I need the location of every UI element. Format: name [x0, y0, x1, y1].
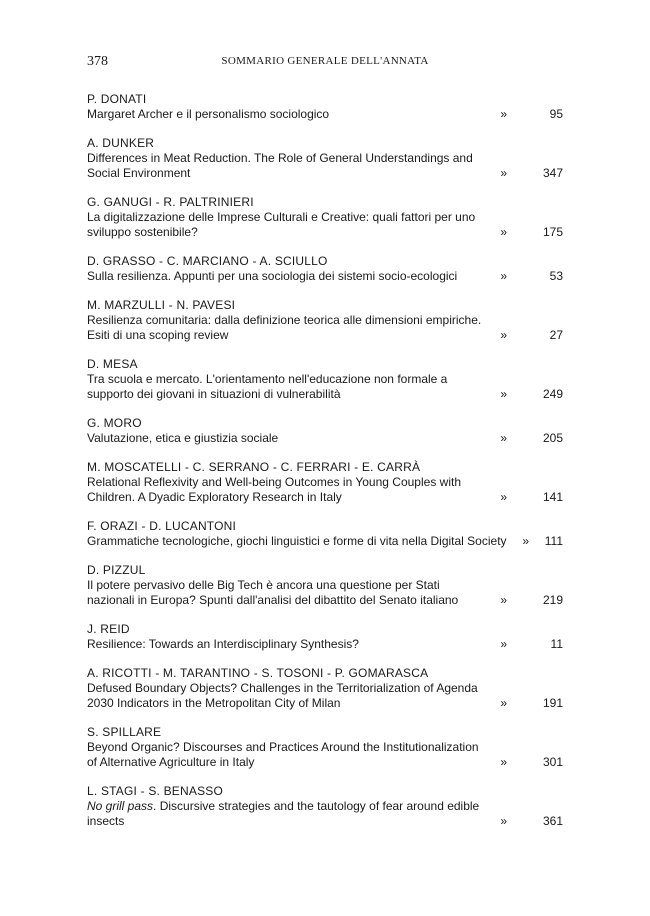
page-marker: » [500, 696, 507, 710]
toc-entry [87, 622, 563, 652]
entry-author: A. DUNKER [87, 136, 155, 150]
entry-title-row [87, 269, 563, 284]
toc-entry [87, 666, 563, 711]
toc-entry [87, 784, 563, 829]
toc-entry [87, 254, 563, 284]
toc-entry [87, 357, 563, 402]
toc-entry [87, 298, 563, 343]
entry-author: M. MARZULLI - N. PAVESI [87, 298, 236, 312]
entry-page-number: 175 [542, 225, 563, 239]
entry-page-number: 95 [549, 107, 563, 121]
entry-title: Differences in Meat Reduction. The Role of General Understandings and Social Environment [87, 151, 473, 180]
entry-title: Grammatiche tecnologiche, giochi linguistici e forme di vita nella Digital Society [87, 534, 507, 548]
entry-title-row [87, 372, 563, 402]
entry-title-row [87, 681, 563, 711]
entry-author: D. PIZZUL [87, 563, 146, 577]
toc-entry [87, 195, 563, 240]
entry-title-row [87, 151, 563, 181]
entry-page-number: 11 [550, 637, 563, 651]
entry-title-row [87, 475, 563, 505]
toc-entry [87, 460, 563, 505]
entry-author: D. MESA [87, 357, 138, 371]
entry-page-number: 141 [542, 490, 563, 504]
page-marker: » [500, 328, 507, 342]
entry-author: S. SPILLARE [87, 725, 162, 739]
entry-author: A. RICOTTI - M. TARANTINO - S. TOSONI - P. GOMARASCA [87, 666, 429, 680]
entry-title-row [87, 578, 563, 608]
entry-page-number: 191 [542, 696, 563, 710]
entry-author: P. DONATI [87, 92, 147, 106]
entry-title: Resilienza comunitaria: dalla definizione teorica alle dimensioni empiriche. Esiti di una scoping review [87, 313, 482, 342]
entry-title: Sulla resilienza. Appunti per una sociologia dei sistemi socio-ecologici [87, 269, 458, 283]
entry-title: Resilience: Towards an Interdisciplinary Synthesis? [87, 637, 359, 651]
entry-title: Beyond Organic? Discourses and Practices Around the Institutionalization of Alternative Agriculture in Italy [87, 740, 479, 769]
toc-entry [87, 725, 563, 770]
entry-author: G. GANUGI - R. PALTRINIERI [87, 195, 254, 209]
toc-entry [87, 136, 563, 181]
entry-page-number: 249 [542, 387, 563, 401]
page-marker: » [500, 593, 507, 607]
page-marker: » [500, 637, 507, 651]
entry-title: . Discursive strategies and the tautology of fear around edible insects [87, 799, 480, 828]
entry-title-row [87, 431, 563, 446]
page-marker: » [500, 107, 507, 121]
entry-page-number: 111 [544, 534, 563, 548]
entry-title-italic: No grill pass [87, 799, 154, 813]
entry-page-number: 301 [542, 755, 563, 769]
table-of-contents [87, 92, 563, 843]
entry-title: Il potere pervasivo delle Big Tech è ancora una questione per Stati nazionali in Europa? Spunti dall'analisi del dibattito del Senato italiano [87, 578, 459, 607]
toc-entry [87, 92, 563, 122]
entry-title: Margaret Archer e il personalismo sociologico [87, 107, 330, 121]
page-number: 378 [87, 54, 108, 69]
entry-page-number: 347 [542, 166, 563, 180]
entry-author: D. GRASSO - C. MARCIANO - A. SCIULLO [87, 254, 328, 268]
entry-author: G. MORO [87, 416, 142, 430]
entry-title-row [87, 534, 563, 549]
entry-title: Defused Boundary Objects? Challenges in the Territorialization of Agenda 2030 Indicators in the Metropolitan City of Milan [87, 681, 478, 710]
page-marker: » [500, 387, 507, 401]
entry-page-number: 53 [549, 269, 563, 283]
toc-entry [87, 563, 563, 608]
page-marker: » [500, 269, 507, 283]
entry-page-number: 205 [542, 431, 563, 445]
running-head: SOMMARIO GENERALE DELL'ANNATA [221, 55, 429, 67]
entry-title-row [87, 107, 563, 122]
entry-title-wrapper [87, 799, 563, 829]
entry-title: Relational Reflexivity and Well-being Outcomes in Young Couples with Children. A Dyadic Exploratory Research in Italy [87, 475, 461, 504]
entry-title: La digitalizzazione delle Imprese Culturali e Creative: quali fattori per uno sviluppo sostenibile? [87, 210, 476, 239]
page-marker: » [500, 225, 507, 239]
entry-page-number: 27 [549, 328, 563, 342]
entry-title-row [87, 740, 563, 770]
entry-title-row [87, 637, 563, 652]
page-marker: » [522, 534, 529, 548]
page-marker: » [500, 431, 507, 445]
toc-entry [87, 519, 563, 549]
entry-author: J. REID [87, 622, 130, 636]
page-marker: » [500, 814, 507, 828]
page-header [87, 54, 563, 74]
page-marker: » [500, 755, 507, 769]
entry-page-number: 361 [542, 814, 563, 828]
entry-author: M. MOSCATELLI - C. SERRANO - C. FERRARI - E. CARRÀ [87, 460, 421, 474]
entry-title-row [87, 210, 563, 240]
entry-page-number: 219 [542, 593, 563, 607]
page-marker: » [500, 490, 507, 504]
entry-author: L. STAGI - S. BENASSO [87, 784, 224, 798]
entry-title: Valutazione, etica e giustizia sociale [87, 431, 279, 445]
toc-entry [87, 416, 563, 446]
page-marker: » [500, 166, 507, 180]
entry-author: F. ORAZI - D. LUCANTONI [87, 519, 237, 533]
entry-title-row [87, 799, 563, 829]
entry-title: Tra scuola e mercato. L'orientamento nell'educazione non formale a supporto dei giovani in situazioni di vulnerabilità [87, 372, 448, 401]
entry-title-row [87, 313, 563, 343]
